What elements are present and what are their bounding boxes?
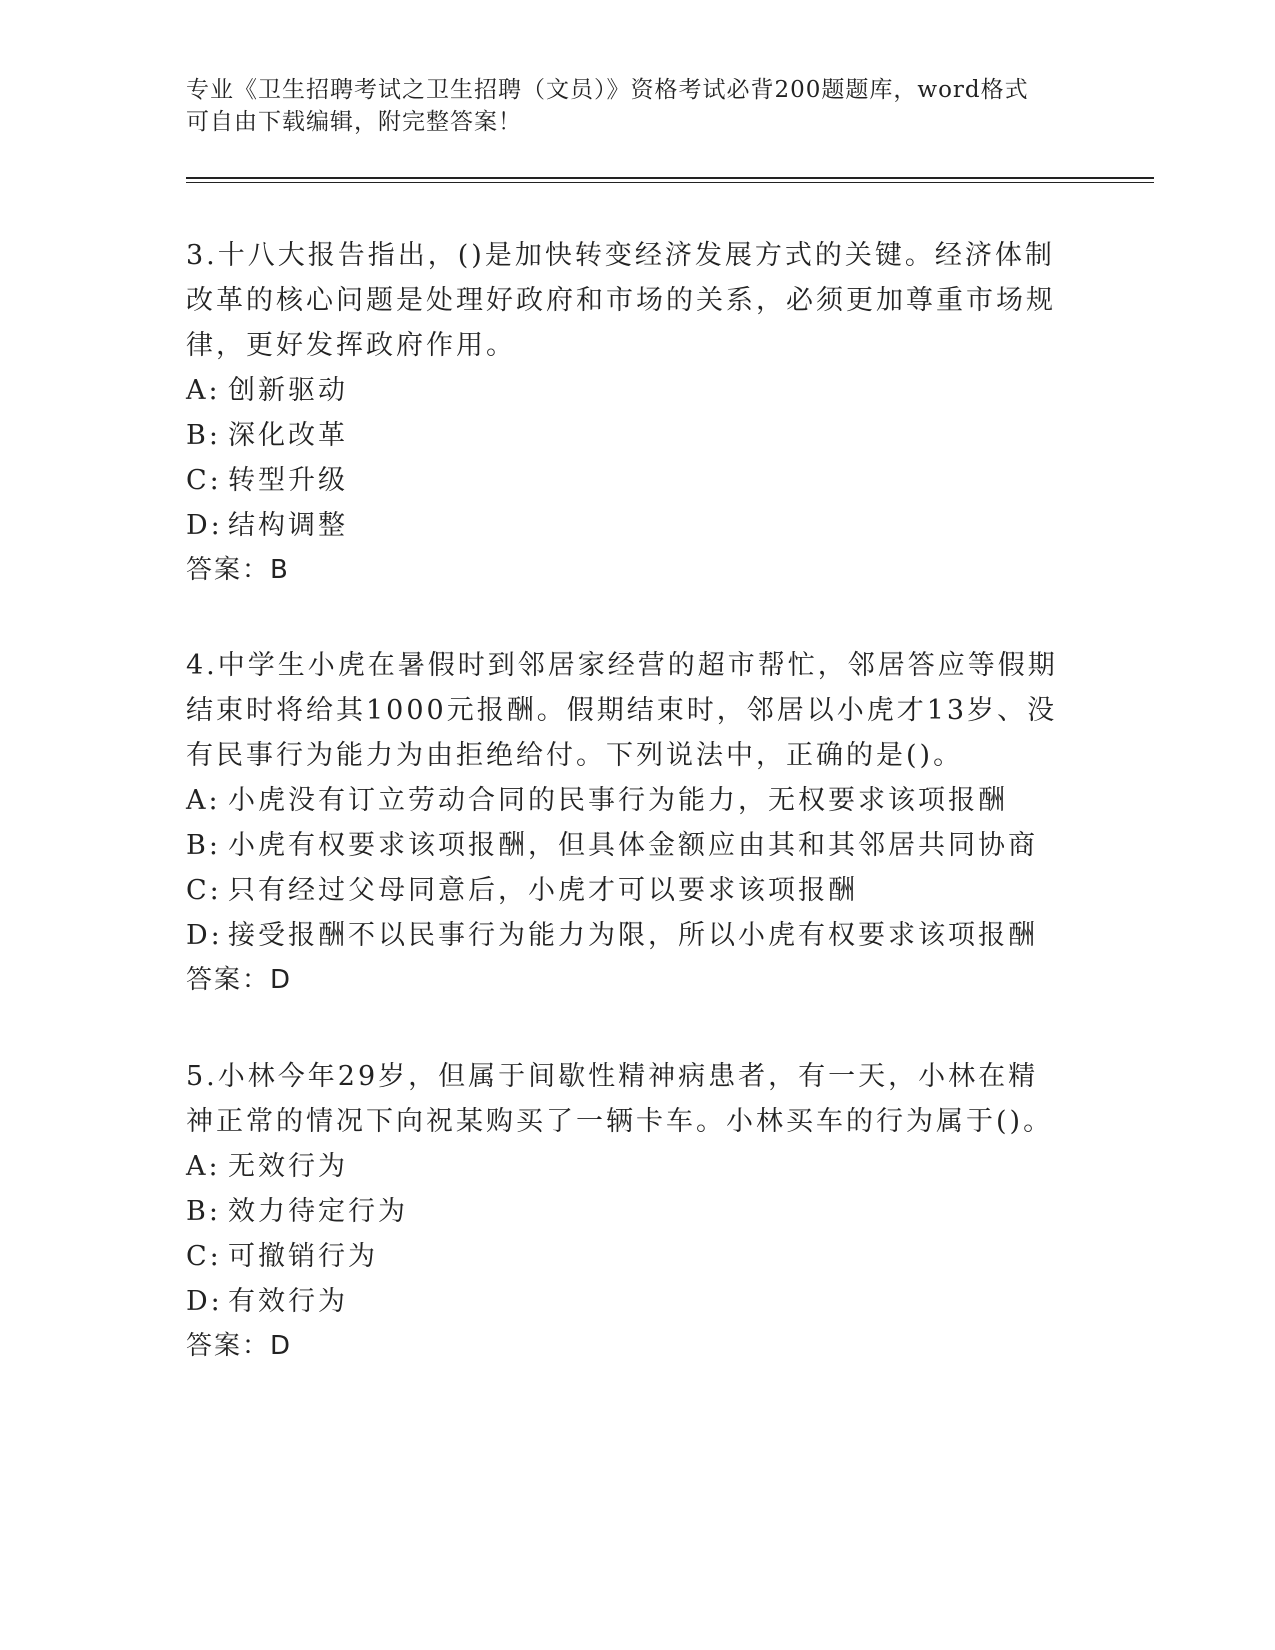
option-letter: A: (186, 1151, 221, 1182)
option-text: 小虎没有订立劳动合同的民事行为能力，无权要求该项报酬 (228, 785, 1008, 816)
question-4 (186, 643, 1066, 1003)
question-stem: 4.中学生小虎在暑假时到邻居家经营的超市帮忙，邻居答应等假期结束时将给其1000元报酬。假期结束时，邻居以小虎才13岁、没有民事行为能力为由拒绝给付。下列说法中，正确的是()。 (186, 650, 1058, 771)
option-b (186, 823, 1066, 868)
question-3 (186, 233, 1066, 593)
option-letter: A: (186, 375, 221, 406)
document-header (186, 74, 1086, 138)
option-text: 无效行为 (228, 1151, 348, 1182)
option-letter: D: (186, 920, 223, 951)
option-a (186, 778, 1066, 823)
answer-text: 答案：B (186, 555, 290, 585)
option-letter: C: (186, 875, 222, 906)
option-a (186, 368, 1066, 413)
header-title-line-2: 可自由下载编辑，附完整答案！ (186, 109, 522, 135)
option-text: 接受报酬不以民事行为能力为限，所以小虎有权要求该项报酬 (228, 920, 1038, 951)
option-text: 创新驱动 (228, 375, 348, 406)
option-letter: D: (186, 510, 223, 541)
option-a (186, 1144, 1066, 1189)
option-letter: C: (186, 465, 222, 496)
option-letter: D: (186, 1286, 223, 1317)
option-letter: B: (186, 1196, 221, 1227)
option-text: 深化改革 (228, 420, 348, 451)
option-text: 可撤销行为 (228, 1241, 378, 1272)
option-letter: B: (186, 420, 221, 451)
option-letter: B: (186, 830, 221, 861)
option-text: 小虎有权要求该项报酬，但具体金额应由其和其邻居共同协商 (228, 830, 1038, 861)
option-c (186, 1234, 1066, 1279)
option-text: 效力待定行为 (228, 1196, 408, 1227)
question-5 (186, 1054, 1066, 1369)
option-c (186, 868, 1066, 913)
header-title-line-1: 专业《卫生招聘考试之卫生招聘（文员）》资格考试必背200题题库，word格式 (186, 77, 1029, 103)
option-text: 有效行为 (228, 1286, 348, 1317)
option-text: 结构调整 (228, 510, 348, 541)
header-divider (186, 177, 1154, 183)
option-d (186, 913, 1066, 958)
option-letter: C: (186, 1241, 222, 1272)
option-b (186, 1189, 1066, 1234)
option-d (186, 1279, 1066, 1324)
option-text: 只有经过父母同意后，小虎才可以要求该项报酬 (228, 875, 858, 906)
option-b (186, 413, 1066, 458)
option-letter: A: (186, 785, 221, 816)
answer-text: 答案：D (186, 1331, 293, 1361)
option-text: 转型升级 (228, 465, 348, 496)
option-d (186, 503, 1066, 548)
answer-text: 答案：D (186, 965, 293, 995)
option-c (186, 458, 1066, 503)
question-stem: 3.十八大报告指出，()是加快转变经济发展方式的关键。经济体制改革的核心问题是处理好政府和市场的关系，必须更加尊重市场规律，更好发挥政府作用。 (186, 240, 1056, 361)
question-stem: 5.小林今年29岁，但属于间歇性精神病患者，有一天，小林在精神正常的情况下向祝某购买了一辆卡车。小林买车的行为属于()。 (186, 1061, 1054, 1137)
